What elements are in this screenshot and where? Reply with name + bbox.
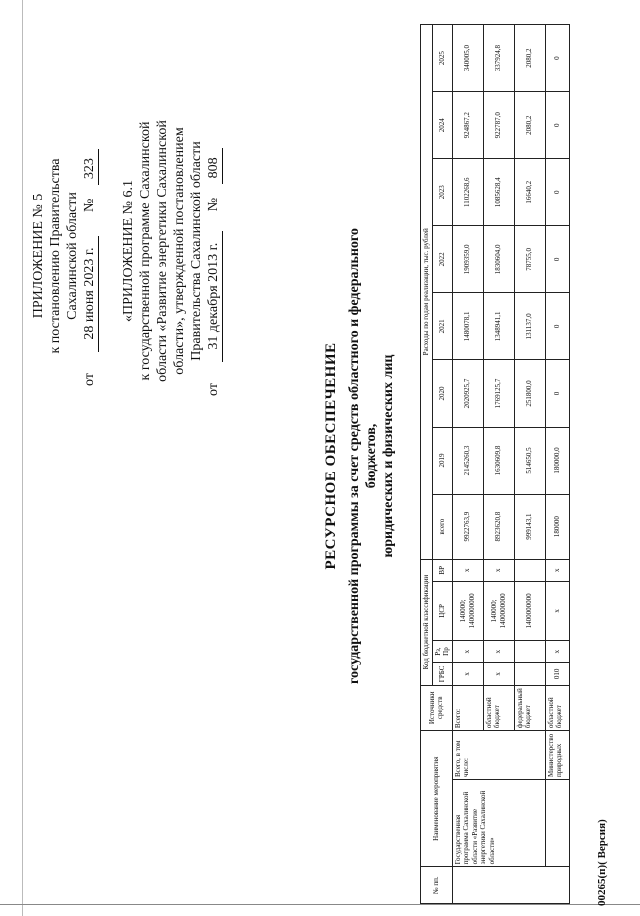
document-subtitle-2: юридических и физических лиц xyxy=(381,354,396,558)
rzpr-cell: х xyxy=(452,640,483,662)
appendix-5-number: 323 xyxy=(81,149,99,185)
year-cell: 337924,8 xyxy=(483,25,514,92)
year-cell: 78755,0 xyxy=(514,226,545,293)
grbs-cell: х xyxy=(452,663,483,685)
header-name: Наименование мероприятия xyxy=(421,731,453,867)
csr-cell: 140000; 1400000000 xyxy=(483,581,514,640)
appendix-6-1-number: 808 xyxy=(205,148,223,184)
header-year: 2022 xyxy=(432,226,452,293)
year-cell: 131137,0 xyxy=(514,293,545,360)
table-row xyxy=(545,25,569,904)
csr-cell: 140000; 1400000000 xyxy=(452,581,483,640)
total-cell: 999143,1 xyxy=(514,494,545,559)
resource-table xyxy=(420,24,570,904)
appendix-6-1-date: 31 декабря 2013 г. xyxy=(205,231,223,362)
year-cell: 1830604,0 xyxy=(483,226,514,293)
header-year: 2020 xyxy=(432,360,452,427)
source-cell: федеральный бюджет xyxy=(514,685,545,731)
year-cell: 1480078,1 xyxy=(452,293,483,360)
empty-name-cell xyxy=(545,780,569,867)
year-cell: 0 xyxy=(545,25,569,92)
year-cell: 16640,2 xyxy=(514,159,545,226)
year-cell: 2145260,3 xyxy=(452,427,483,494)
header-no: № пп. xyxy=(421,867,453,904)
appendix-5-line2: Сахалинской области xyxy=(65,192,80,320)
source-cell: Всего: xyxy=(452,685,483,731)
vr-cell xyxy=(514,559,545,581)
appendix-6-1-line3: области», утвержденной постановлением xyxy=(172,127,187,375)
total-label: Всего, в том числе: xyxy=(452,731,545,780)
appendix-5-block xyxy=(30,126,99,386)
year-cell: 0 xyxy=(545,360,569,427)
appendix-6-1-title: «ПРИЛОЖЕНИЕ № 6.1 xyxy=(121,180,136,322)
header-code: Код бюджетной классификации xyxy=(421,559,433,685)
year-cell: 1102268,6 xyxy=(452,159,483,226)
program-name: Государственная программа Сахалинской области «Развитие энергетики Сахалинской области» xyxy=(452,780,545,867)
header-year: 2021 xyxy=(432,293,452,360)
rzpr-cell xyxy=(514,640,545,662)
appendix-5-line1: к постановлению Правительства xyxy=(48,158,63,354)
vr-cell: х xyxy=(452,559,483,581)
source-cell: областной бюджет xyxy=(483,685,514,731)
vr-cell: х xyxy=(483,559,514,581)
ministry-cell: Министерство природных xyxy=(545,731,569,780)
footer-version: 00265(п)( Версия) xyxy=(596,819,608,906)
year-cell: 340005,0 xyxy=(452,25,483,92)
year-cell: 1348941,1 xyxy=(483,293,514,360)
appendix-6-1-no-sign: № xyxy=(206,197,221,212)
total-cell: 180000 xyxy=(545,494,569,559)
csr-cell: 1400000000 xyxy=(514,581,545,640)
year-cell: 0 xyxy=(545,226,569,293)
year-cell: 0 xyxy=(545,293,569,360)
rzpr-cell: х xyxy=(545,640,569,662)
header-rzpr: Рз, Пр xyxy=(432,640,452,662)
grbs-cell: х xyxy=(483,663,514,685)
appendix-6-1-block xyxy=(120,106,223,396)
document-subtitle-1: государственной программы за счет средств областного и федерального бюджетов, xyxy=(347,228,379,684)
grbs-cell xyxy=(514,663,545,685)
header-year: 2023 xyxy=(432,159,452,226)
grbs-cell: 010 xyxy=(545,663,569,685)
header-spend: Расходы по годам реализации, тыс. рублей xyxy=(421,25,433,560)
header-year: 2019 xyxy=(432,427,452,494)
year-cell: 922787,0 xyxy=(483,92,514,159)
row-no-cell xyxy=(452,867,569,904)
appendix-6-1-from: от xyxy=(206,383,221,396)
appendix-5-no-sign: № xyxy=(82,198,97,213)
document-title: РЕСУРСНОЕ ОБЕСПЕЧЕНИЕ xyxy=(323,342,339,570)
year-cell: 180000,0 xyxy=(545,427,569,494)
year-cell: 251800,0 xyxy=(514,360,545,427)
table-row xyxy=(452,25,483,904)
header-year: 2025 xyxy=(432,25,452,92)
header-total: всего xyxy=(432,494,452,559)
year-cell: 2080,2 xyxy=(514,92,545,159)
header-vr: ВР xyxy=(432,559,452,581)
appendix-6-1-line1: к государственной программе Сахалинской xyxy=(138,121,153,381)
appendix-5-date-row xyxy=(81,126,99,386)
year-cell: 1085628,4 xyxy=(483,159,514,226)
header-csr: ЦСР xyxy=(432,581,452,640)
year-cell: 2080,2 xyxy=(514,25,545,92)
vr-cell: х xyxy=(545,559,569,581)
year-cell: 1909359,0 xyxy=(452,226,483,293)
appendix-5-date: 28 июня 2023 г. xyxy=(81,236,99,352)
year-cell: 1769125,7 xyxy=(483,360,514,427)
year-cell: 514650,5 xyxy=(514,427,545,494)
appendix-5-title: ПРИЛОЖЕНИЕ № 5 xyxy=(31,193,46,319)
header-source: Источники средств xyxy=(421,685,453,731)
year-cell: 2020925,7 xyxy=(452,360,483,427)
csr-cell: х xyxy=(545,581,569,640)
appendix-6-1-date-row xyxy=(205,106,223,396)
appendix-6-1-line4: Правительства Сахалинской области xyxy=(189,141,204,361)
total-cell: 9922763,9 xyxy=(452,494,483,559)
header-year: 2024 xyxy=(432,92,452,159)
total-cell: 8923620,8 xyxy=(483,494,514,559)
rzpr-cell: х xyxy=(483,640,514,662)
appendix-6-1-line2: области «Развитие энергетики Сахалинской xyxy=(155,120,170,382)
source-cell: областной бюджет xyxy=(545,685,569,731)
document-heading xyxy=(323,196,397,716)
year-cell: 0 xyxy=(545,159,569,226)
year-cell: 0 xyxy=(545,92,569,159)
year-cell: 1630609,8 xyxy=(483,427,514,494)
header-grbs: ГРБС xyxy=(432,663,452,685)
appendix-5-from: от xyxy=(82,373,97,386)
year-cell: 924867,2 xyxy=(452,92,483,159)
